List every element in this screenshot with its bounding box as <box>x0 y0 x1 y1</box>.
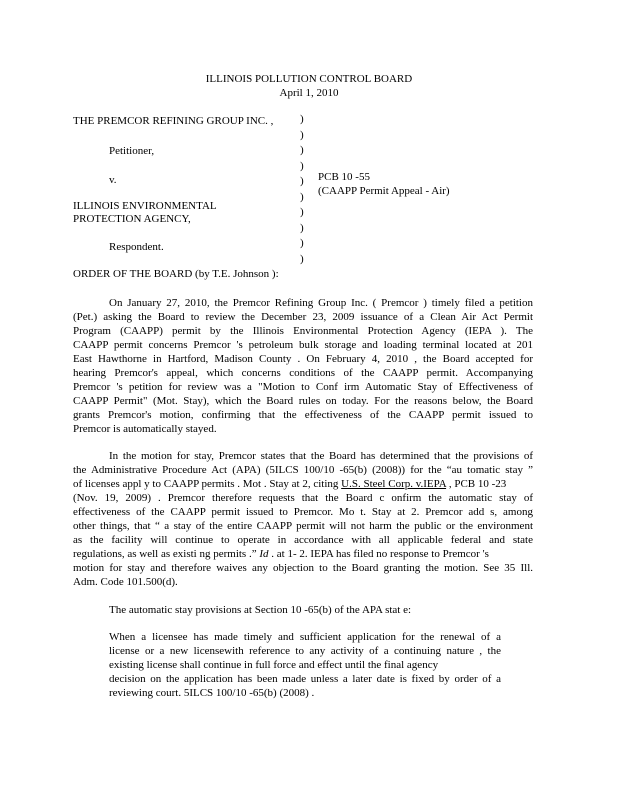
respondent-name-line1: ILLINOIS ENVIRONMENTAL <box>73 200 217 212</box>
caption-paren: ) <box>300 144 304 156</box>
paragraph-2-text: . at 1- 2. IEPA has filed no response to Premcor 's <box>268 548 489 560</box>
versus-label: v. <box>109 174 117 186</box>
paragraph-2-line: motion for stay and therefore waives any objection to the Board granting the motion. See 35 Ill. <box>73 562 533 574</box>
paragraph-2-line: the Administrative Procedure Act (APA) (5ILCS 100/10 -65(b) (2008)) for the “au tomatic stay ” <box>73 464 533 476</box>
caption-paren: ) <box>300 113 304 125</box>
paragraph-2-line: (Nov. 19, 2009) . Premcor therefore requests that the Board c onfirm the automatic stay of <box>73 492 533 504</box>
caption-paren: ) <box>300 175 304 187</box>
caption-paren: ) <box>300 237 304 249</box>
case-type: (CAAPP Permit Appeal - Air) <box>318 185 450 197</box>
paragraph-2-line: In the motion for stay, Premcor states that the Board has determined that the provisions of <box>109 450 533 462</box>
paragraph-2-text: of licenses appl y to CAAPP permits . Mot . Stay at 2, citing <box>73 478 342 490</box>
respondent-label: Respondent. <box>109 241 164 253</box>
paragraph-1-line: CAAPP permit concerns Premcor 's petroleum bulk storage and loading terminal located at 201 <box>73 339 533 351</box>
paragraph-1-line: CAAPP Permit" (Mot. Stay), which the Board rules on today. For the reasons below, the Board <box>73 395 533 407</box>
paragraph-1-line: Premcor 's petition for review was a "Motion to Conf irm Automatic Stay of Effectiveness of <box>73 381 533 393</box>
caption-paren: ) <box>300 159 304 172</box>
paragraph-2-line <box>73 547 533 561</box>
document-date: April 1, 2010 <box>279 87 339 99</box>
paragraph-1-line: East Hawthorne in Hartford, Madison County . On February 4, 2010 , the Board accepted for <box>73 353 533 365</box>
paragraph-1 <box>73 296 533 436</box>
petitioner-label: Petitioner, <box>109 145 155 157</box>
paragraph-2-text: , PCB 10 -23 <box>446 478 507 490</box>
paragraph-1-line: grants Premcor's motion, confirming that the effectiveness of the CAAPP permit issued to <box>73 409 533 421</box>
paragraph-2-line <box>73 477 533 491</box>
petitioner-name: THE PREMCOR REFINING GROUP INC. , <box>73 115 274 127</box>
caption-paren-column <box>300 112 310 267</box>
block-quote-line: license or a new licensewith reference to any activity of a continuing nature , the <box>109 645 501 657</box>
block-quote-line: reviewing court. 5ILCS 100/10 -65(b) (2008) . <box>109 687 315 699</box>
paragraph-1-line: hearing Premcor's appeal, which concerns conditions of the CAAPP permit. Accompanying <box>73 367 533 379</box>
paragraph-1-line: (Pet.) asking the Board to review the December 23, 2009 issuance of a Clean Air Act Permit <box>73 311 533 323</box>
caption-paren: ) <box>300 221 304 234</box>
paragraph-3: The automatic stay provisions at Section 10 -65(b) of the APA stat e: <box>109 604 412 616</box>
block-quote-line: When a licensee has made timely and sufficient application for the renewal of a <box>109 631 501 643</box>
paragraph-2-line: effectiveness of the CAAPP permit issued to Premcor. Mo t. Stay at 2. Premcor add s, among <box>73 506 533 518</box>
paragraph-2-line: other things, that “ a stay of the entire CAAPP permit will not harm the public or the environment <box>73 520 533 532</box>
block-quote-line: existing license shall continue in full force and effect until the final agency <box>109 659 439 671</box>
case-number: PCB 10 -55 <box>318 171 370 183</box>
caption-paren: ) <box>300 190 304 203</box>
paragraph-2-line: Adm. Code 101.500(d). <box>73 576 178 588</box>
block-quote <box>109 630 501 700</box>
caption-paren: ) <box>300 252 304 265</box>
caption-paren: ) <box>300 128 304 141</box>
order-heading: ORDER OF THE BOARD (by T.E. Johnson ): <box>73 268 279 280</box>
board-title: ILLINOIS POLLUTION CONTROL BOARD <box>205 73 413 85</box>
paragraph-1-line: Premcor is automatically stayed. <box>73 423 217 435</box>
caption-paren: ) <box>300 206 304 218</box>
paragraph-1-line: On January 27, 2010, the Premcor Refining Group Inc. ( Premcor ) timely filed a petition <box>109 297 533 309</box>
paragraph-2-text: regulations, as well as existi ng permits .” <box>73 548 260 560</box>
id-citation: Id <box>259 548 269 560</box>
paragraph-2 <box>73 449 533 589</box>
respondent-name-line2: PROTECTION AGENCY, <box>73 213 191 225</box>
block-quote-line: decision on the application has been made unless a later date is fixed by order of a <box>109 673 501 685</box>
case-citation-usx-steel: U.S. Steel Corp. v.IEPA <box>341 478 447 490</box>
paragraph-1-line: Program (CAAPP) permit by the Illinois Environmental Protection Agency (IEPA ). The <box>73 325 533 337</box>
paragraph-2-line: as the facility will continue to operate in accordance with all applicable federal and state <box>73 534 533 546</box>
